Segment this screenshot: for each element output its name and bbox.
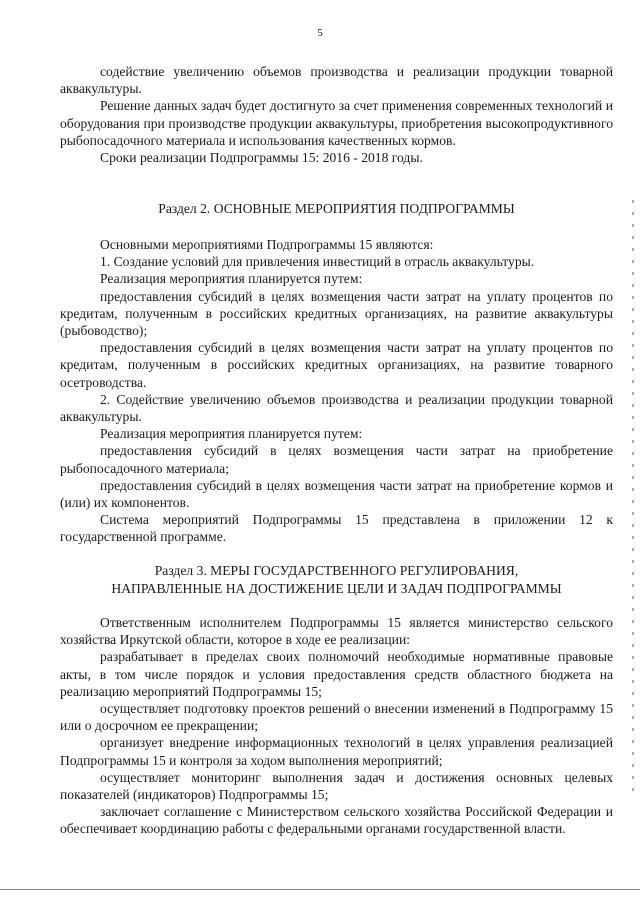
section3-heading-block: [60, 562, 613, 598]
intro-paragraph: Сроки реализации Подпрограммы 15: 2016 - 2018 годы.: [100, 150, 423, 166]
section2-paragraph: Реализация мероприятия планируется путем:: [100, 426, 363, 442]
section3-heading-line2: НАПРАВЛЕННЫЕ НА ДОСТИЖЕНИЕ ЦЕЛИ И ЗАДАЧ ПОДПРОГРАММЫ: [111, 581, 562, 596]
section2-paragraph: предоставления субсидий в целях возмещения части затрат на приобретение кормов и (или) их компонентов.: [60, 477, 613, 511]
section3-body: [60, 614, 613, 838]
section2-paragraph: Система мероприятий Подпрограммы 15 представлена в приложении 12 к государственной программе.: [60, 512, 613, 545]
section2-heading: Раздел 2. ОСНОВНЫЕ МЕРОПРИЯТИЯ ПОДПРОГРАММЫ: [158, 201, 515, 216]
section3-paragraph: Ответственным исполнителем Подпрограммы 15 является министерство сельского хозяйства Иркутской области, которое в ходе ее реализации:: [60, 615, 613, 648]
section3-paragraph: организует внедрение информационных технологий в целях управления реализацией Подпрограммы 15 и контроля за ходом выполнения мероприятий;: [60, 735, 613, 768]
section2-paragraph: предоставления субсидий в целях возмещения части затрат на приобретение рыбопосадочного материала;: [60, 443, 613, 476]
section3-paragraph: осуществляет мониторинг выполнения задач и достижения основных целевых показателей (индикаторов) Подпрограммы 15;: [60, 769, 613, 803]
section2-heading-block: [60, 200, 613, 218]
section2-paragraph: 2. Содействие увеличению объемов производства и реализации продукции товарной аквакультуры.: [60, 391, 613, 425]
section2-paragraph: 1. Создание условий для привлечения инвестиций в отрасль аквакультуры.: [100, 254, 535, 270]
intro-block: [60, 63, 613, 166]
intro-paragraph: содействие увеличению объемов производства и реализации продукции товарной аквакультуры.: [60, 64, 613, 97]
section3-paragraph: осуществляет подготовку проектов решений о внесении изменений в Подпрограмму 15 или о досрочном ее прекращении;: [60, 701, 613, 734]
section2-paragraph: предоставления субсидий в целях возмещения части затрат на уплату процентов по кредитам, полученным в российских кредитных организациях, на развитие аквакультуры (рыбоводство);: [60, 288, 613, 339]
intro-paragraph: Решение данных задач будет достигнуто за счет применения современных технологий и оборудования при производстве продукции аквакультуры, приобретения высокопродуктивного рыбопосадочного материала и использования качественных кормов.: [60, 98, 613, 148]
scan-edge-artifact: [632, 200, 634, 800]
section2-paragraph: Реализация мероприятия планируется путем:: [100, 271, 363, 287]
page-bottom-edge: [0, 889, 640, 890]
page-number: 5: [317, 27, 323, 39]
section3-paragraph: заключает соглашение с Министерством сельского хозяйства Российской Федерации и обеспечивает координацию работы с федеральными органами государственной власти.: [60, 804, 613, 837]
section2-body: [60, 236, 613, 546]
section2-paragraph: Основными мероприятиями Подпрограммы 15 являются:: [100, 237, 434, 252]
section2-paragraph: предоставления субсидий в целях возмещения части затрат на уплату процентов по кредитам, полученным в российских кредитных организациях, на развитие товарного осетроводства.: [60, 340, 613, 390]
section3-heading-line1: Раздел 3. МЕРЫ ГОСУДАРСТВЕННОГО РЕГУЛИРОВАНИЯ,: [154, 563, 519, 578]
section3-paragraph: разрабатывает в пределах своих полномочий необходимые нормативные правовые акты, в том числе порядок и условия предоставления средств областного бюджета на реализацию мероприятий Подпрограммы 15;: [60, 649, 613, 699]
